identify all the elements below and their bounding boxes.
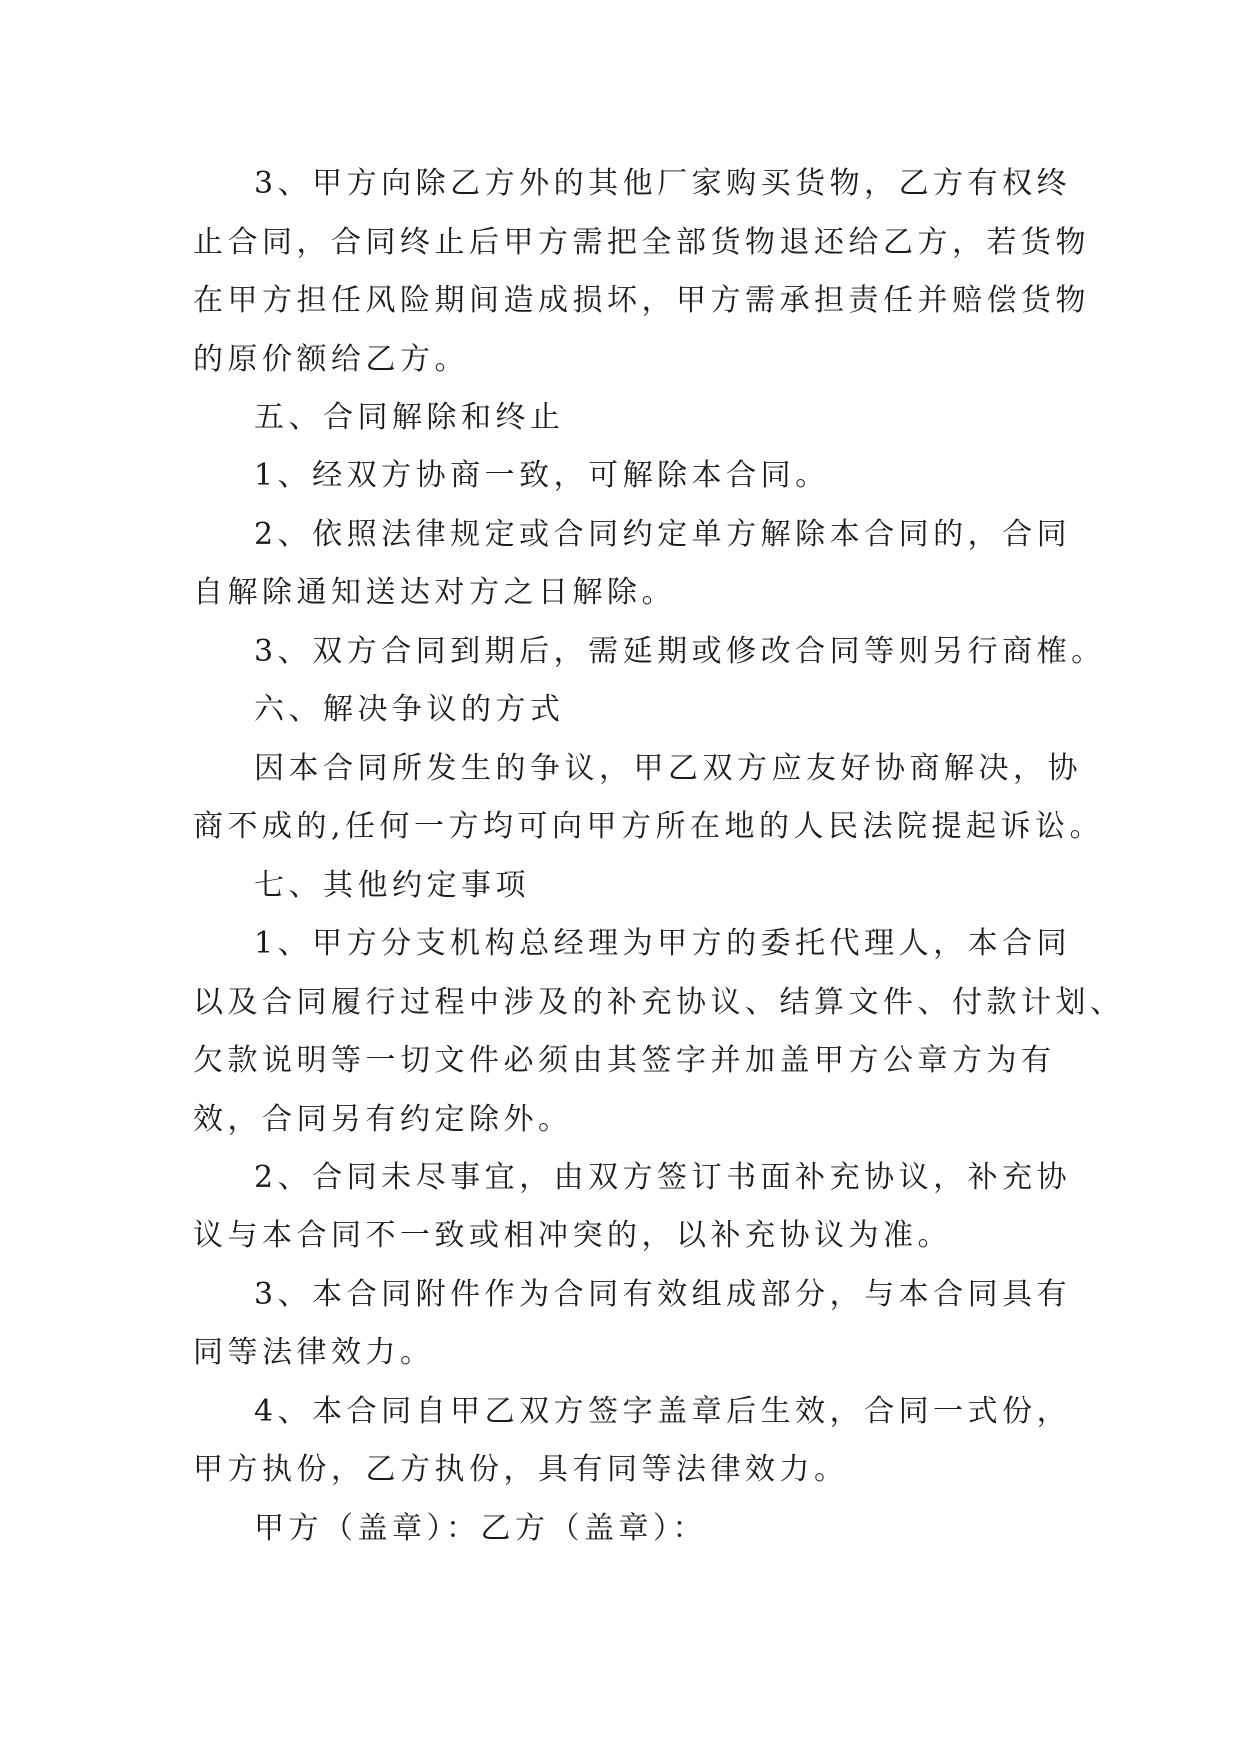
paragraph-line: 效，合同另有约定除外。	[193, 1102, 573, 1137]
paragraph-line: 2、合同未尽事宜，由双方签订书面补充协议，补充协	[254, 1160, 1072, 1195]
paragraph-line: 2、依照法律规定或合同约定单方解除本合同的，合同	[254, 517, 1072, 552]
paragraph-line: 甲方执份，乙方执份，具有同等法律效力。	[193, 1452, 849, 1487]
section-heading: 五、合同解除和终止	[254, 400, 565, 435]
paragraph-line: 以及合同履行过程中涉及的补充协议、结算文件、付款计划、	[193, 985, 1125, 1020]
paragraph-line: 商不成的,任何一方均可向甲方所在地的人民法院提起诉讼。	[193, 809, 1105, 844]
paragraph-line: 在甲方担任风险期间造成损坏，甲方需承担责任并赔偿货物	[193, 283, 1090, 318]
paragraph-line: 4、本合同自甲乙双方签字盖章后生效，合同一式份，	[254, 1394, 1072, 1429]
paragraph-line: 的原价额给乙方。	[193, 342, 469, 377]
paragraph-line: 3、双方合同到期后，需延期或修改合同等则另行商榷。	[254, 634, 1106, 669]
paragraph-line: 同等法律效力。	[193, 1335, 435, 1370]
paragraph-line: 欠款说明等一切文件必须由其签字并加盖甲方公章方为有	[193, 1043, 1056, 1078]
section-heading: 六、解决争议的方式	[254, 692, 565, 727]
paragraph-line: 3、甲方向除乙方外的其他厂家购买货物，乙方有权终	[254, 166, 1072, 201]
paragraph-line: 3、本合同附件作为合同有效组成部分，与本合同具有	[254, 1277, 1072, 1312]
paragraph-line: 止合同，合同终止后甲方需把全部货物退还给乙方，若货物	[193, 225, 1090, 260]
paragraph-line: 1、经双方协商一致，可解除本合同。	[254, 458, 830, 493]
paragraph-line: 自解除通知送达对方之日解除。	[193, 575, 676, 610]
paragraph-line: 1、甲方分支机构总经理为甲方的委托代理人，本合同	[254, 926, 1072, 961]
section-heading: 七、其他约定事项	[254, 868, 530, 903]
signature-line: 甲方（盖章）：乙方（盖章）：	[254, 1511, 707, 1546]
paragraph-line: 议与本合同不一致或相冲突的，以补充协议为准。	[193, 1218, 952, 1253]
paragraph-line: 因本合同所发生的争议，甲乙双方应友好协商解决，协	[254, 751, 1082, 786]
